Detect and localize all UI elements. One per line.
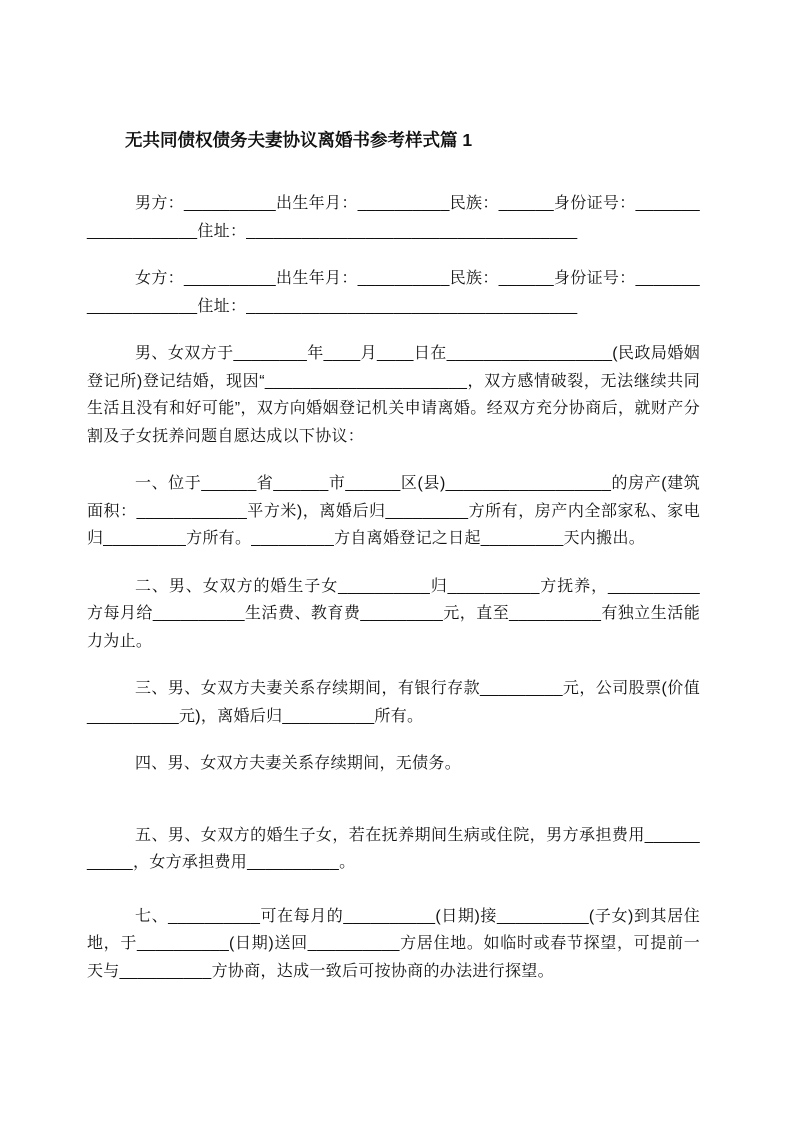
clause-7-visitation: 七、__________可在每月的__________(日期)接__________(子女)到其居住地，于__________(日期)送回__________方居住地。如临时或春节探望，可提前一天与__________方协商，达成一致后可按协商的办法进行探望。 (87, 907, 700, 980)
clause-4-debts: 四、男、女双方夫妻关系存续期间，无债务。 (135, 755, 462, 772)
clause-5-medical: 五、男、女双方的婚生子女，若在抚养期间生病或住院，男方承担费用___________，女方承担费用__________。 (87, 826, 700, 871)
party-info-male: 男方：__________出生年月：__________民族：______身份证号：___________________住址：____________________________________ (87, 195, 700, 240)
clause-1-house: 一、位于______省______市______区(县)__________________的房产(建筑面积：____________平方米)，离婚后归_________方所有，房产内全部家私、家电归_________方所有。_________方自离婚登记之日起_________天内搬出。 (87, 475, 700, 547)
party-info-female: 女方：__________出生年月：__________民族：______身份证号：___________________住址：____________________________________ (87, 270, 700, 315)
document-title: 无共同债权债务夫妻协议离婚书参考样式篇 1 (125, 130, 473, 150)
clause-2-children: 二、男、女双方的婚生子女__________归__________方抚养，__________方每月给__________生活费、教育费_________元，直至__________有独立生活能力为止。 (87, 577, 700, 650)
preamble: 男、女双方于________年____月____日在__________________(民政局婚姻登记所)登记结婚，现因“______________________，双方感情破裂，无法继续共同生活且没有和好可能”，双方向婚姻登记机关申请离婚。经双方充分协商后，就财产分割及子女抚养问题自愿达成以下协议： (87, 345, 700, 445)
clause-3-savings: 三、男、女双方夫妻关系存续期间，有银行存款_________元，公司股票(价值__________元)，离婚后归__________所有。 (87, 680, 700, 725)
